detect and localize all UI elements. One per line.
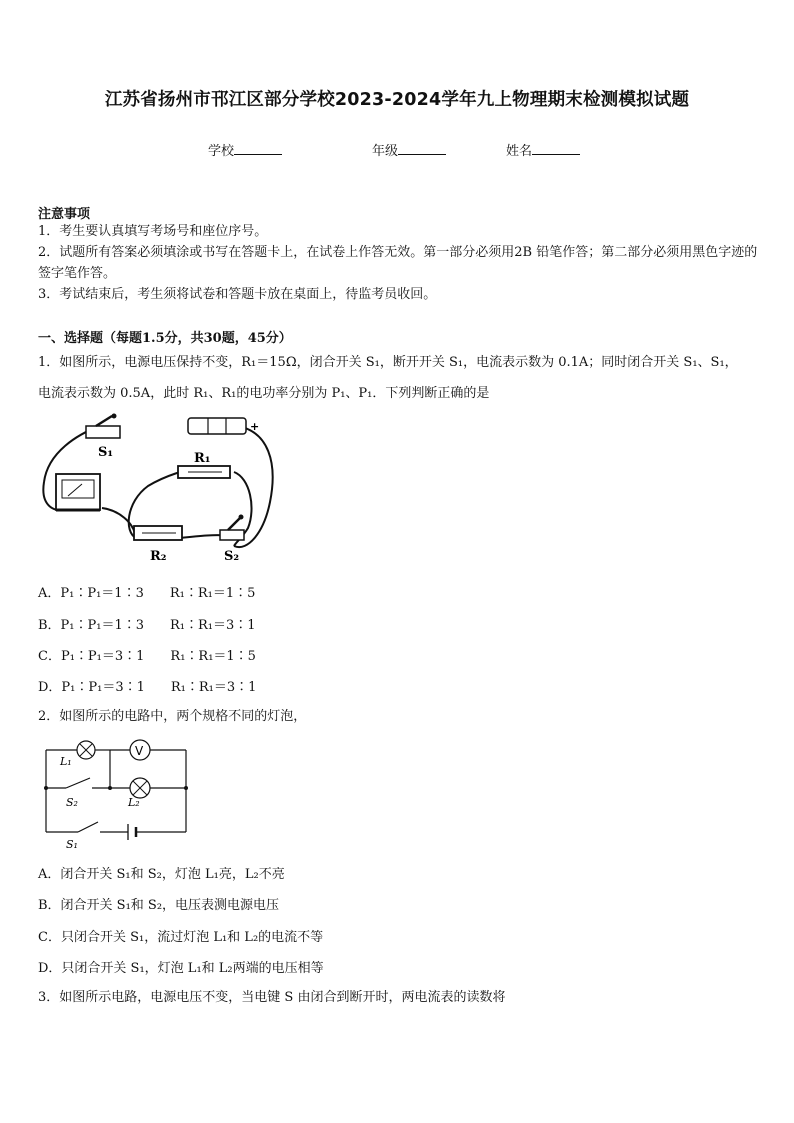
circuit-figure-2	[38, 732, 188, 850]
school-blank	[234, 142, 282, 155]
grade-blank	[398, 142, 446, 155]
name-label: 姓名	[506, 144, 533, 159]
section-heading: 一、选择题（每题1.5分，共30题，45分）	[38, 331, 292, 346]
lamp-l2-symbol	[130, 778, 150, 798]
question-2-stem: 2．如图所示的电路中，两个规格不同的灯泡，	[38, 709, 307, 724]
question-1-option-d: D．P₁∶P₁＝3∶1 R₁∶R₁＝3∶1	[38, 680, 257, 695]
grade-field	[372, 140, 446, 159]
name-field	[506, 140, 580, 159]
question-2-option-b: B．闭合开关 S₁和 S₂，电压表测电源电压	[38, 898, 280, 913]
label-s1: S₁	[98, 445, 114, 460]
notes-heading: 注意事项	[38, 207, 91, 222]
question-2-option-a: A．闭合开关 S₁和 S₂，灯泡 L₁亮，L₂不亮	[38, 867, 285, 882]
question-3-stem: 3．如图所示电路，电源电压不变，当电键 S 由闭合到断开时，两电流表的读数将	[38, 990, 506, 1005]
question-1-option-c: C．P₁∶P₁＝3∶1 R₁∶R₁＝1∶5	[38, 649, 256, 664]
voltmeter-symbol	[130, 740, 150, 760]
lamp-l1-symbol	[77, 741, 95, 759]
label-v: V	[135, 744, 144, 758]
ammeter-drawing	[56, 474, 100, 510]
battery-drawing	[188, 418, 246, 434]
grade-label: 年级	[372, 144, 399, 159]
label-s2: S₂	[224, 549, 240, 564]
label-s1: S₁	[66, 838, 78, 850]
name-blank	[532, 142, 580, 155]
label-plus: +	[250, 420, 260, 433]
note-item-1: 1．考生要认真填写考场号和座位序号。	[38, 224, 268, 239]
question-1-line-2: 电流表示数为 0.5A，此时 R₁、R₁的电功率分别为 P₁、P₁．下列判断正确的是	[38, 386, 490, 401]
question-1-line-1: 1．如图所示，电源电压保持不变，R₁＝15Ω，闭合开关 S₁，断开开关 S₁，电流表示数为 0.1A；同时闭合开关 S₁、S₁，	[38, 355, 738, 370]
label-l2: L₂	[128, 796, 140, 809]
question-1-option-a: A．P₁∶P₁＝1∶3 R₁∶R₁＝1∶5	[38, 586, 256, 601]
label-r2: R₂	[150, 549, 167, 564]
question-2-option-c: C．只闭合开关 S₁，流过灯泡 L₁和 L₂的电流不等	[38, 930, 324, 945]
circuit-figure-1	[38, 412, 278, 572]
label-r1: R₁	[194, 451, 211, 466]
note-item-3: 3．考试结束后，考生须将试卷和答题卡放在桌面上，待监考员收回。	[38, 287, 437, 302]
label-l1: L₁	[60, 755, 72, 768]
label-s2: S₂	[66, 796, 78, 809]
school-field	[208, 140, 282, 159]
switch-s1-drawing	[86, 414, 120, 439]
resistor-r2-drawing	[134, 526, 182, 540]
note-item-2: 2．试题所有答案必须填涂或书写在答题卡上，在试卷上作答无效。第一部分必须用2B 铅笔作答；第二部分必须用黑色字迹的签字笔作答。	[38, 245, 758, 281]
resistor-r1-drawing	[178, 466, 230, 478]
page-title: 江苏省扬州市邗江区部分学校2023-2024学年九上物理期末检测模拟试题	[104, 90, 690, 110]
question-2-option-d: D．只闭合开关 S₁，灯泡 L₁和 L₂两端的电压相等	[38, 961, 324, 976]
question-1-option-b: B．P₁∶P₁＝1∶3 R₁∶R₁＝3∶1	[38, 618, 256, 633]
switch-s2-drawing	[220, 515, 244, 541]
school-label: 学校	[208, 144, 235, 159]
